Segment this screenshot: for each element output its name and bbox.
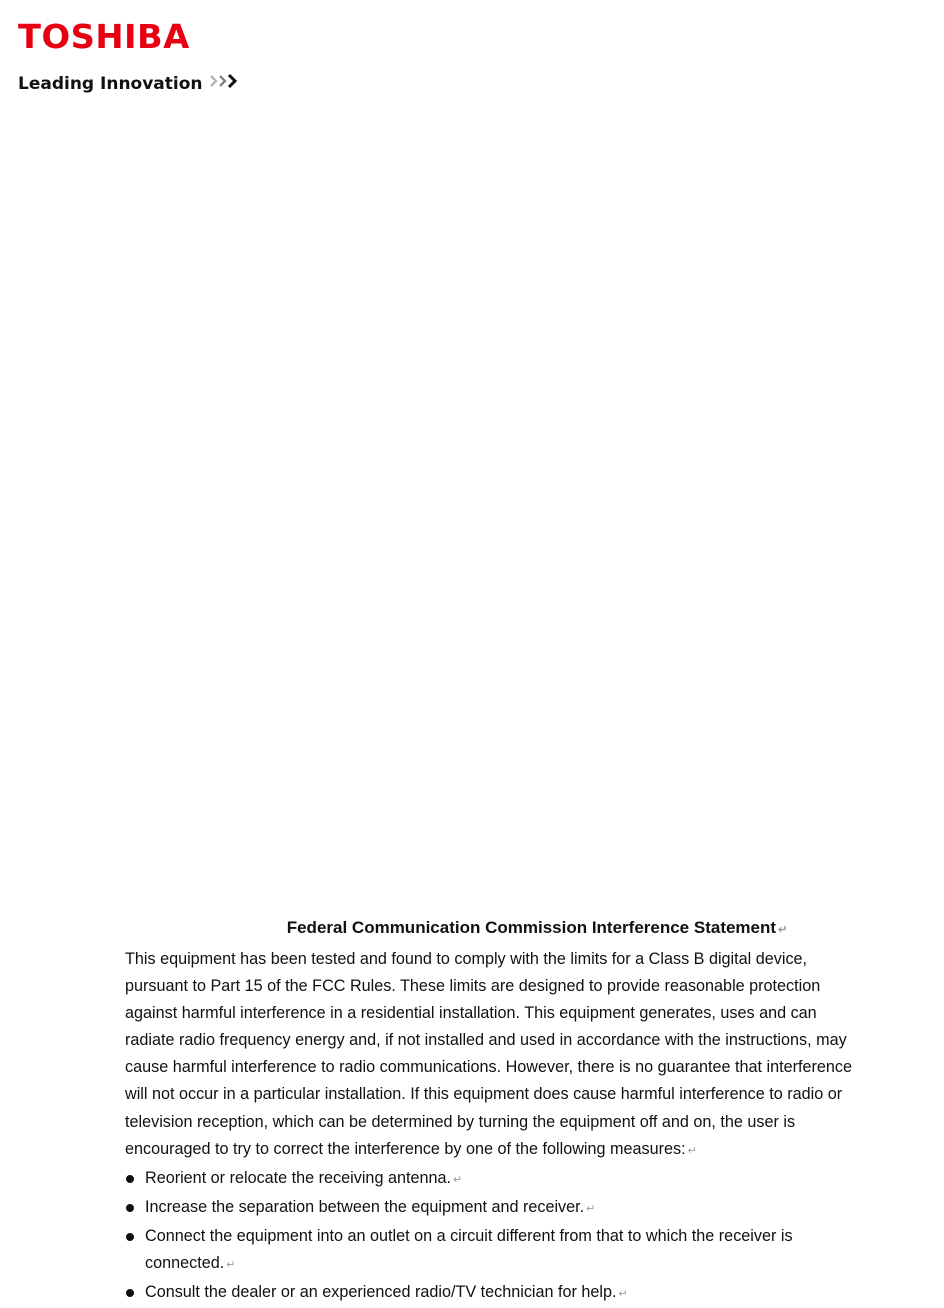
bullet-icon bbox=[126, 1233, 134, 1241]
logo-tagline bbox=[18, 73, 243, 94]
paragraph-mark-icon: ↵ bbox=[618, 1288, 628, 1301]
statement-line: will not occur in a particular installation. If this equipment does cause harmful interference to radio or bbox=[125, 1085, 843, 1104]
paragraph-mark-icon: ↵ bbox=[687, 1144, 697, 1157]
statement-line: pursuant to Part 15 of the FCC Rules. These limits are designed to provide reasonable protection bbox=[125, 977, 821, 996]
list-item: Increase the separation between the equipment and receiver. ↵ bbox=[125, 1194, 943, 1223]
statement-line: This equipment has been tested and found to comply with the limits for a Class B digital device, bbox=[125, 950, 808, 968]
statement-line: against harmful interference in a residential installation. This equipment generates, uses and can bbox=[125, 1004, 817, 1023]
statement-title: Federal Communication Commission Interference Statement ↵ bbox=[286, 918, 788, 937]
list-item: Reorient or relocate the receiving antenna. ↵ bbox=[125, 1165, 943, 1194]
bullet-icon bbox=[126, 1289, 134, 1297]
statement-line: television reception, which can be determined by turning the equipment off and on, the user is bbox=[125, 1112, 796, 1131]
toshiba-logo bbox=[18, 16, 258, 94]
statement-body bbox=[125, 946, 943, 1165]
logo-brand-text: TOSHIBA bbox=[18, 17, 190, 56]
statement-line: encouraged to try to correct the interference by one of the following measures: ↵ bbox=[125, 1139, 697, 1158]
statement-line: cause harmful interference to radio communications. However, there is no guarantee that interference bbox=[125, 1058, 853, 1077]
logo-tagline-text: Leading Innovation bbox=[18, 73, 203, 94]
measures-list bbox=[125, 1165, 943, 1308]
bullet-icon bbox=[126, 1175, 134, 1183]
fcc-statement bbox=[125, 916, 943, 1308]
statement-line: radiate radio frequency energy and, if not installed and used in accordance with the instructions, may bbox=[125, 1031, 847, 1050]
chevrons-icon bbox=[209, 73, 243, 94]
bullet-icon bbox=[126, 1204, 134, 1212]
paragraph-mark-icon: ↵ bbox=[778, 924, 788, 936]
paragraph-mark-icon: ↵ bbox=[226, 1259, 236, 1272]
paragraph-mark-icon: ↵ bbox=[586, 1202, 596, 1215]
list-item: Connect the equipment into an outlet on a circuit different from that to which the receiver is connected. ↵ bbox=[125, 1223, 943, 1279]
paragraph-mark-icon: ↵ bbox=[452, 1173, 463, 1186]
list-item: Consult the dealer or an experienced radio/TV technician for help. ↵ bbox=[125, 1279, 943, 1308]
